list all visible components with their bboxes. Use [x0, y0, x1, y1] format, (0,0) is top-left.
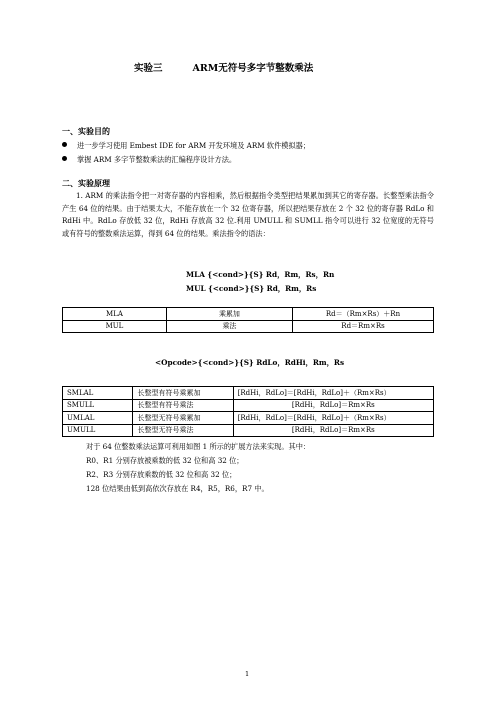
table-cell: MLA — [63, 308, 167, 321]
syntax-mla: MLA {<cond>}{S} Rd，Rm，Rs，Rn — [186, 270, 335, 279]
body-line: R0、R1 分别存放被乘数的低 32 位和高 32 位； — [86, 456, 244, 465]
table-cell: [RdHi，RdLo]＝Rm×Rs — [233, 399, 433, 412]
table-row — [63, 399, 434, 412]
principle-paragraph — [62, 190, 434, 240]
bullet-dot-icon — [62, 142, 67, 147]
bullet-text: 掌握 ARM 多字节整数乘法的汇编程序设计方法。 — [77, 155, 237, 164]
table-cell: 长整型有符号乘累加 — [133, 387, 233, 400]
table-cell: UMULL — [63, 424, 133, 437]
table-cell: 长整型无符号乘法 — [133, 424, 233, 437]
table-cell: [RdHi，RdLo]＝[RdHi，RdLo]＋（Rm×Rs） — [233, 412, 433, 425]
long-multiply-table — [62, 386, 434, 437]
page-title — [134, 60, 313, 74]
principle-text: 1. ARM 的乘法指令把一对寄存器的内容相乘，然后根据指令类型把结果累加到其它的寄存器。长整型乘法指令产生 64 位的结果。由于结果太大，不能存放在一个 32 位寄存器，所以把结果存放在 2 个 32 位的寄存器 RdLo 和 RdHi 中。RdLo 存放低 32 位，RdHi 存放高 32 位.利用 UMULL 和 SUMLL 指令可以进行 32 位宽度的无符号或有符号的整数乘法运算，得到 64 位的结果。乘法指令的语法： — [62, 191, 434, 238]
table-cell: 长整型有符号乘法 — [133, 399, 233, 412]
table-cell: SMULL — [63, 399, 133, 412]
table-row — [63, 308, 434, 321]
page-number: 1 — [245, 670, 250, 678]
table-row — [63, 320, 434, 333]
syntax-long: <Opcode>{<cond>}{S} RdLo，RdHi，Rm，Rs — [155, 358, 345, 367]
table-cell: 乘累加 — [166, 308, 292, 321]
table-cell: MUL — [63, 320, 167, 333]
title-experiment: 实验三 — [134, 63, 163, 74]
title-topic: ARM无符号多字节整数乘法 — [192, 63, 314, 74]
bullet-item — [62, 141, 310, 151]
table-cell: 乘法 — [166, 320, 292, 333]
table-cell: UMLAL — [63, 412, 133, 425]
table-cell: [RdHi，RdLo]＝[RdHi，RdLo]＋（Rm×Rs） — [233, 387, 433, 400]
body-line: R2、R3 分别存放乘数的低 32 位和高 32 位； — [86, 470, 237, 479]
table-cell: [RdHi，RdLo]＝Rm×Rs — [233, 424, 433, 437]
table-cell: 长整型无符号乘累加 — [133, 412, 233, 425]
multiply-table — [62, 307, 434, 333]
bullet-item — [62, 155, 236, 165]
table-cell: Rd＝（Rm×Rs）＋Rn — [293, 308, 434, 321]
table-row — [63, 412, 434, 425]
body-line: 对于 64 位整数乘法运算可利用如图 1 所示的扩展方法来实现。其中： — [86, 442, 311, 451]
bullet-dot-icon — [62, 156, 67, 161]
table-cell: SMLAL — [63, 387, 133, 400]
table-cell: Rd＝Rm×Rs — [293, 320, 434, 333]
syntax-mul: MUL {<cond>}{S} Rd，Rm，Rs — [186, 284, 317, 293]
table-row — [63, 387, 434, 400]
section2-heading: 二、实验原理 — [62, 178, 110, 188]
body-line: 128 位结果由低到高依次存放在 R4，R5，R6，R7 中。 — [86, 484, 269, 493]
section1-heading: 一、实验目的 — [62, 126, 110, 136]
bullet-text: 进一步学习使用 Embest IDE for ARM 开发环境及 ARM 软件模拟器； — [77, 141, 311, 150]
table-row — [63, 424, 434, 437]
